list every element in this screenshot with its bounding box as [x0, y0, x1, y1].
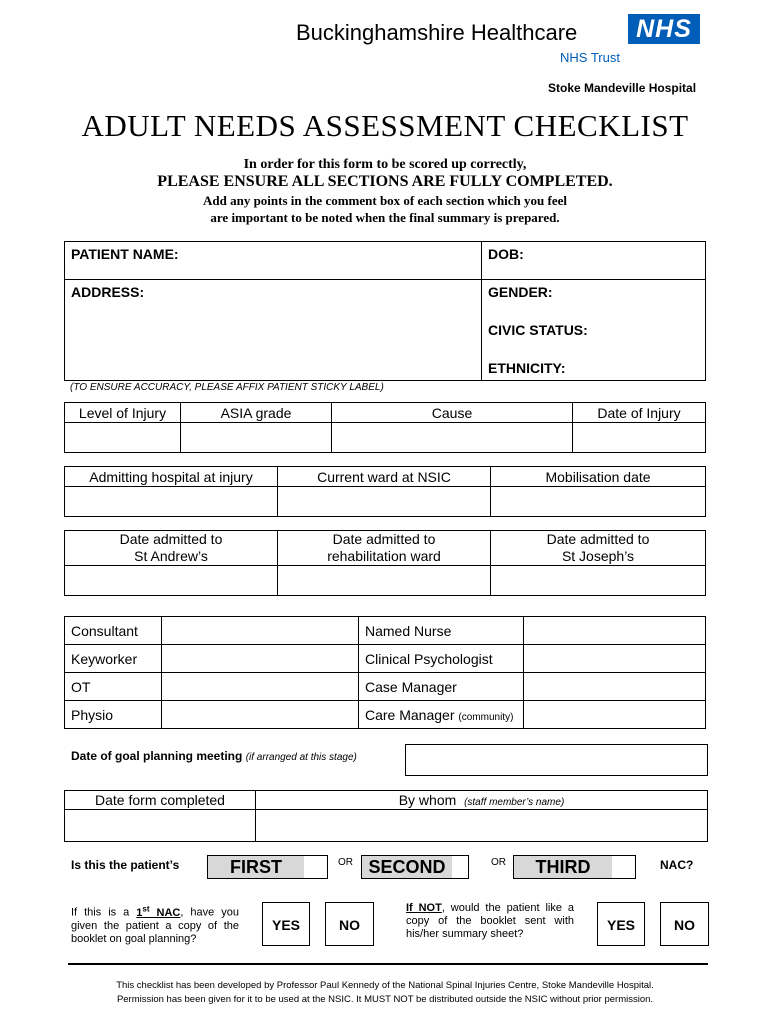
goal-planning-note: (if arranged at this stage)	[245, 752, 357, 763]
named-nurse-label: Named Nurse	[359, 617, 524, 645]
st-josephs-header-line1: Date admitted to	[546, 531, 650, 547]
care-manager-community-field[interactable]	[524, 701, 706, 729]
mobilisation-date-header: Mobilisation date	[491, 467, 706, 487]
st-andrews-header-line1: Date admitted to	[119, 531, 223, 547]
booklet-send-no-button[interactable]: NO	[660, 902, 709, 946]
booklet-q1-number: 1	[136, 906, 143, 919]
completion-table	[64, 790, 708, 842]
st-andrews-header	[65, 531, 278, 566]
st-josephs-header	[491, 531, 706, 566]
civic-status-label: CIVIC STATUS:	[488, 322, 588, 338]
community-note: (community)	[458, 711, 514, 723]
booklet-q1-end: , have you given the patient a copy of the booklet on goal planning?	[71, 906, 239, 945]
asia-grade-field[interactable]	[181, 423, 332, 453]
clinical-psychologist-field[interactable]	[524, 645, 706, 673]
patient-box-divider	[481, 242, 482, 381]
consultant-label: Consultant	[65, 617, 162, 645]
by-whom-header	[256, 791, 708, 810]
form-title: ADULT NEEDS ASSESSMENT CHECKLIST	[81, 108, 689, 143]
first-nac-label: FIRST	[208, 856, 304, 878]
mobilisation-date-field[interactable]	[491, 487, 706, 517]
instruction-line-3: Add any points in the comment box of each section which you feel	[202, 193, 567, 208]
or-label-2: OR	[491, 857, 506, 868]
hospital-name: Stoke Mandeville Hospital	[548, 81, 697, 95]
goal-planning-label-row	[71, 749, 357, 763]
ethnicity-label: ETHNICITY:	[488, 360, 566, 376]
address-label: ADDRESS:	[71, 284, 145, 300]
goal-planning-label: Date of goal planning meeting	[71, 749, 243, 763]
nac-question-end: NAC?	[660, 858, 694, 872]
current-ward-header: Current ward at NSIC	[278, 467, 491, 487]
keyworker-label: Keyworker	[65, 645, 162, 673]
or-label-1: OR	[338, 857, 353, 868]
trust-name: NHS Trust	[560, 50, 620, 65]
by-whom-label: By whom	[398, 792, 457, 808]
rehab-ward-header-line2: rehabilitation ward	[327, 548, 441, 564]
booklet-q1-nac: NAC	[149, 906, 181, 919]
patient-name-label: PATIENT NAME:	[71, 246, 179, 262]
second-nac-option[interactable]	[361, 855, 469, 879]
footer-divider	[68, 963, 708, 965]
instruction-line-4: are important to be noted when the final summary is prepared.	[210, 210, 560, 225]
nac-question: Is this the patient’s	[71, 858, 180, 872]
organisation-name: Buckinghamshire Healthcare	[296, 20, 578, 45]
booklet-q1-start: If this is a	[71, 906, 137, 919]
instruction-line-2: PLEASE ENSURE ALL SECTIONS ARE FULLY COMPLETED.	[157, 173, 613, 190]
third-nac-option[interactable]	[513, 855, 636, 879]
date-completed-field[interactable]	[65, 810, 256, 842]
by-whom-note: (staff member’s name)	[464, 797, 565, 808]
patient-box-rule	[65, 279, 705, 280]
physio-field[interactable]	[162, 701, 359, 729]
admission-dates-table	[64, 530, 706, 596]
third-nac-label: THIRD	[514, 856, 612, 878]
st-josephs-date-field[interactable]	[491, 566, 706, 596]
st-andrews-header-line2: St Andrew’s	[134, 548, 208, 564]
nhs-logo: NHS	[628, 14, 700, 44]
physio-label: Physio	[65, 701, 162, 729]
named-nurse-field[interactable]	[524, 617, 706, 645]
level-of-injury-field[interactable]	[65, 423, 181, 453]
case-manager-label: Case Manager	[359, 673, 524, 701]
staff-table	[64, 616, 706, 729]
booklet-question-2	[406, 902, 574, 941]
footer-line-1: This checklist has been developed by Professor Paul Kennedy of the National Spinal Injuries Centre, Stoke Mandeville Hospital.	[116, 980, 654, 991]
cause-field[interactable]	[332, 423, 573, 453]
cause-header: Cause	[332, 403, 573, 423]
booklet-q2-rest: , would the patient like a copy of the booklet sent with his/her summary sheet?	[406, 902, 574, 940]
date-completed-header: Date form completed	[65, 791, 256, 810]
date-of-injury-field[interactable]	[573, 423, 706, 453]
admission-table	[64, 466, 706, 517]
booklet-given-yes-button[interactable]: YES	[262, 902, 310, 946]
care-manager-community-label	[359, 701, 524, 729]
st-josephs-header-line2: St Joseph’s	[561, 548, 635, 564]
clinical-psychologist-label: Clinical Psychologist	[359, 645, 524, 673]
injury-table	[64, 402, 706, 453]
rehab-ward-date-field[interactable]	[278, 566, 491, 596]
level-of-injury-header: Level of Injury	[65, 403, 181, 423]
dob-label: DOB:	[488, 246, 524, 262]
ot-field[interactable]	[162, 673, 359, 701]
consultant-field[interactable]	[162, 617, 359, 645]
ot-label: OT	[65, 673, 162, 701]
sticky-label-note: (TO ENSURE ACCURACY, PLEASE AFFIX PATIENT STICKY LABEL)	[70, 382, 384, 393]
keyworker-field[interactable]	[162, 645, 359, 673]
st-andrews-date-field[interactable]	[65, 566, 278, 596]
rehab-ward-header	[278, 531, 491, 566]
booklet-q2-ifnot: If NOT	[406, 902, 442, 914]
footer-line-2: Permission has been given for it to be used at the NSIC. It MUST NOT be distributed outside the NSIC without prior permission.	[116, 994, 654, 1005]
booklet-q1-ordinal: st	[142, 904, 150, 913]
by-whom-field[interactable]	[256, 810, 708, 842]
second-nac-label: SECOND	[362, 856, 452, 878]
admitting-hospital-field[interactable]	[65, 487, 278, 517]
case-manager-field[interactable]	[524, 673, 706, 701]
admitting-hospital-header: Admitting hospital at injury	[65, 467, 278, 487]
gender-label: GENDER:	[488, 284, 553, 300]
booklet-given-no-button[interactable]: NO	[325, 902, 374, 946]
instruction-line-1: In order for this form to be scored up correctly,	[243, 157, 527, 172]
booklet-send-yes-button[interactable]: YES	[597, 902, 645, 946]
rehab-ward-header-line1: Date admitted to	[332, 531, 436, 547]
first-nac-option[interactable]	[207, 855, 328, 879]
booklet-question-1	[71, 902, 239, 946]
current-ward-field[interactable]	[278, 487, 491, 517]
asia-grade-header: ASIA grade	[181, 403, 332, 423]
date-of-injury-header: Date of Injury	[573, 403, 706, 423]
care-manager-label-text: Care Manager	[365, 706, 455, 723]
goal-planning-date-field[interactable]	[405, 744, 708, 776]
patient-details-box	[64, 241, 706, 381]
